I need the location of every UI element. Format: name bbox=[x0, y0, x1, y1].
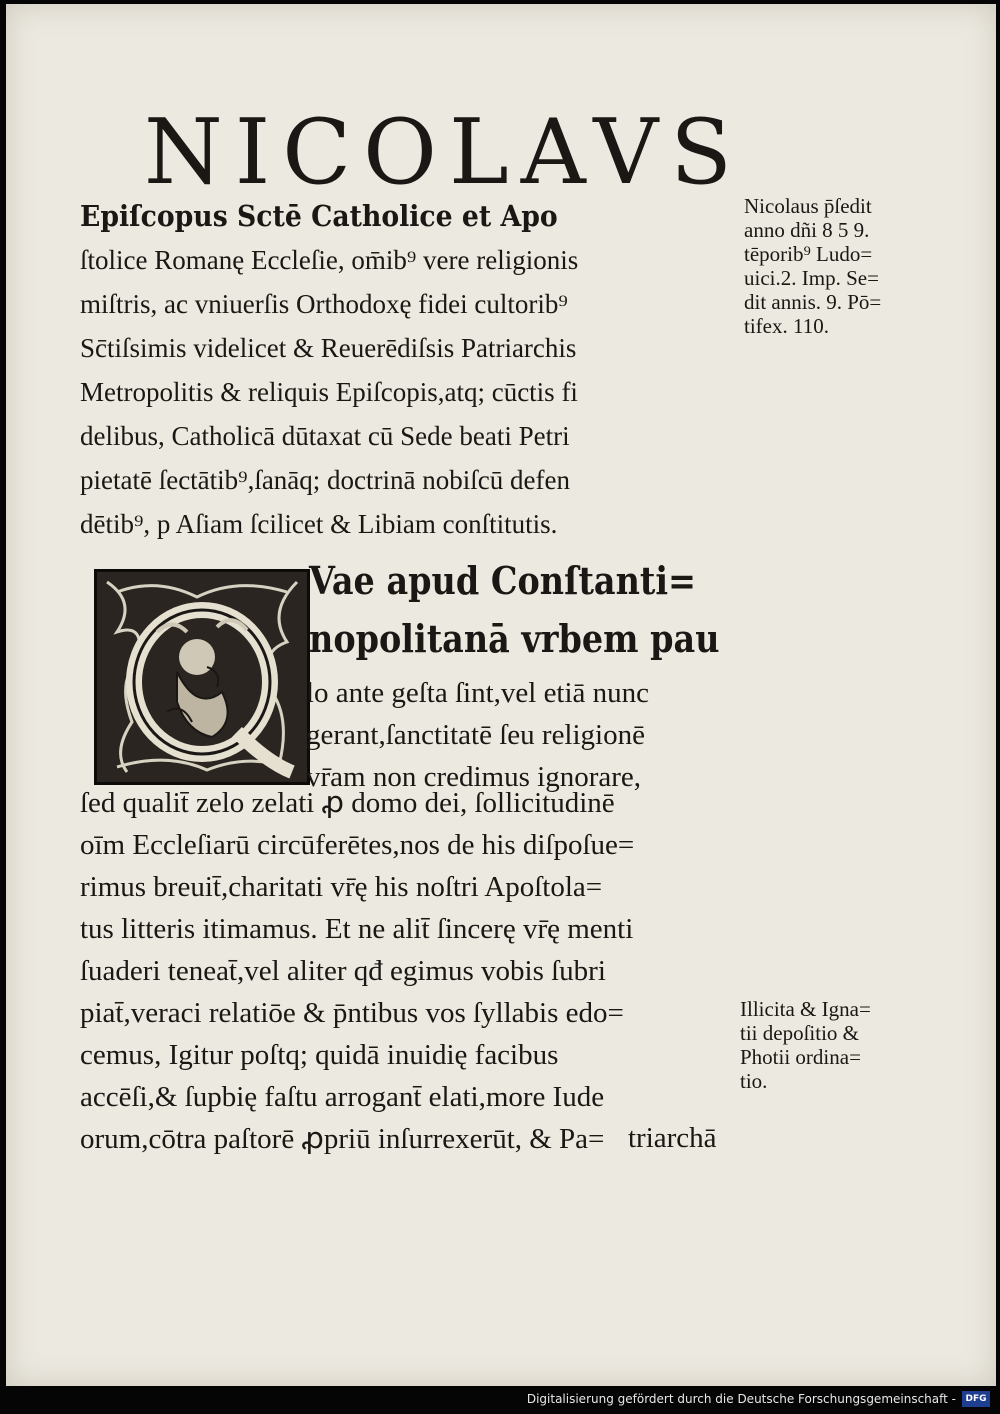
body-line: oīm Eccleſiarū circūferētes,nos de his diſpoſue= bbox=[80, 829, 635, 861]
body-line: ſuaderi teneat̄,vel aliter qđ egimus vobis ſubri bbox=[80, 955, 606, 987]
margin-note-deposition bbox=[740, 997, 871, 1093]
opening-line: nopolitanā vrbem pau bbox=[309, 616, 720, 661]
margin-note-line: tifex. 110. bbox=[744, 314, 829, 338]
salutation-line: pietatē ſectātib⁹,ſanāq; doctrinā nobiſcū defen bbox=[80, 465, 570, 495]
salutation-line: delibus, Catholicā dūtaxat cū Sede beati Petri bbox=[80, 421, 570, 451]
woodcut-initial-q-icon bbox=[97, 572, 307, 782]
opening-line: Vae apud Conſtanti= bbox=[309, 558, 697, 603]
margin-note-line: Nicolaus p̄ſedit bbox=[744, 194, 872, 218]
margin-note-line: Photii ordina= bbox=[740, 1045, 861, 1069]
margin-note-line: anno dñi 8 5 9. bbox=[744, 218, 870, 242]
margin-note-line: uici.2. Imp. Se= bbox=[744, 266, 879, 290]
body-line: piat̄,veraci relatiōe & p̄ntibus vos ſyllabis edo= bbox=[80, 997, 624, 1029]
catchword: triarchā bbox=[628, 1122, 717, 1154]
page-title: NICOLAVS bbox=[144, 100, 744, 205]
salutation-line: miſtris, ac vniuerſis Orthodoxę fidei cultorib⁹ bbox=[80, 289, 568, 319]
body-text bbox=[80, 782, 634, 1160]
dfg-logo-icon: DFG bbox=[962, 1391, 990, 1407]
body-line: vr̄am non credimus ignorare, bbox=[306, 761, 642, 793]
digitization-footer bbox=[0, 1386, 1000, 1414]
salutation-line: Epiſcopus Sctē Catholice et Apo bbox=[80, 199, 558, 233]
body-line: lo ante geſta ſint,vel etiā nunc bbox=[306, 677, 650, 709]
book-page bbox=[6, 4, 996, 1386]
body-line: cemus, Igitur poſtq; quidā inuidię facibus bbox=[80, 1039, 559, 1071]
margin-note-line: tēporib⁹ Ludo= bbox=[744, 242, 873, 266]
salutation-block bbox=[80, 194, 730, 546]
body-line: gerant,ſanctitatē ſeu religionē bbox=[306, 719, 645, 751]
decorated-initial-icon bbox=[94, 569, 310, 785]
body-line: rimus breuit̄,charitati vr̄ę his noſtri Apoſtola= bbox=[80, 871, 603, 903]
salutation-line: Metropolitis & reliquis Epiſcopis,atq; cūctis fi bbox=[80, 377, 578, 407]
margin-note-line: dit annis. 9. Pō= bbox=[744, 290, 882, 314]
body-line: tus litteris itimamus. Et ne alit̄ ſincerę vr̄ę menti bbox=[80, 913, 634, 945]
body-line: accēſi,& ſupbię faſtu arrogant̄ elati,more Iude bbox=[80, 1081, 605, 1113]
footer-credit: Digitalisierung gefördert durch die Deutsche Forschungsgemeinschaft - bbox=[526, 1392, 956, 1406]
body-text-indented bbox=[306, 672, 649, 798]
margin-note-line: tio. bbox=[740, 1069, 768, 1093]
opening-lines bbox=[309, 552, 776, 668]
salutation-line: Sc̄tiſsimis videlicet & Reuerēdiſsis Patriarchis bbox=[80, 333, 577, 363]
salutation-line: dētib⁹, p Aſiam ſcilicet & Libiam conſtitutis. bbox=[80, 509, 558, 539]
margin-note-line: Illicita & Igna= bbox=[740, 997, 871, 1021]
margin-note-line: tii depoſitio & bbox=[740, 1021, 859, 1045]
body-line: orum,cōtra paſtorē ꝓpriū inſurrexerūt, & Pa= bbox=[80, 1123, 605, 1155]
body-line: ſed qualit̄ zelo zelati ꝓ domo dei, ſollicitudinē bbox=[80, 787, 615, 819]
salutation-line: ſtolice Romanę Eccleſie, om̄ib⁹ vere religionis bbox=[80, 245, 579, 275]
margin-note-date bbox=[744, 194, 881, 338]
